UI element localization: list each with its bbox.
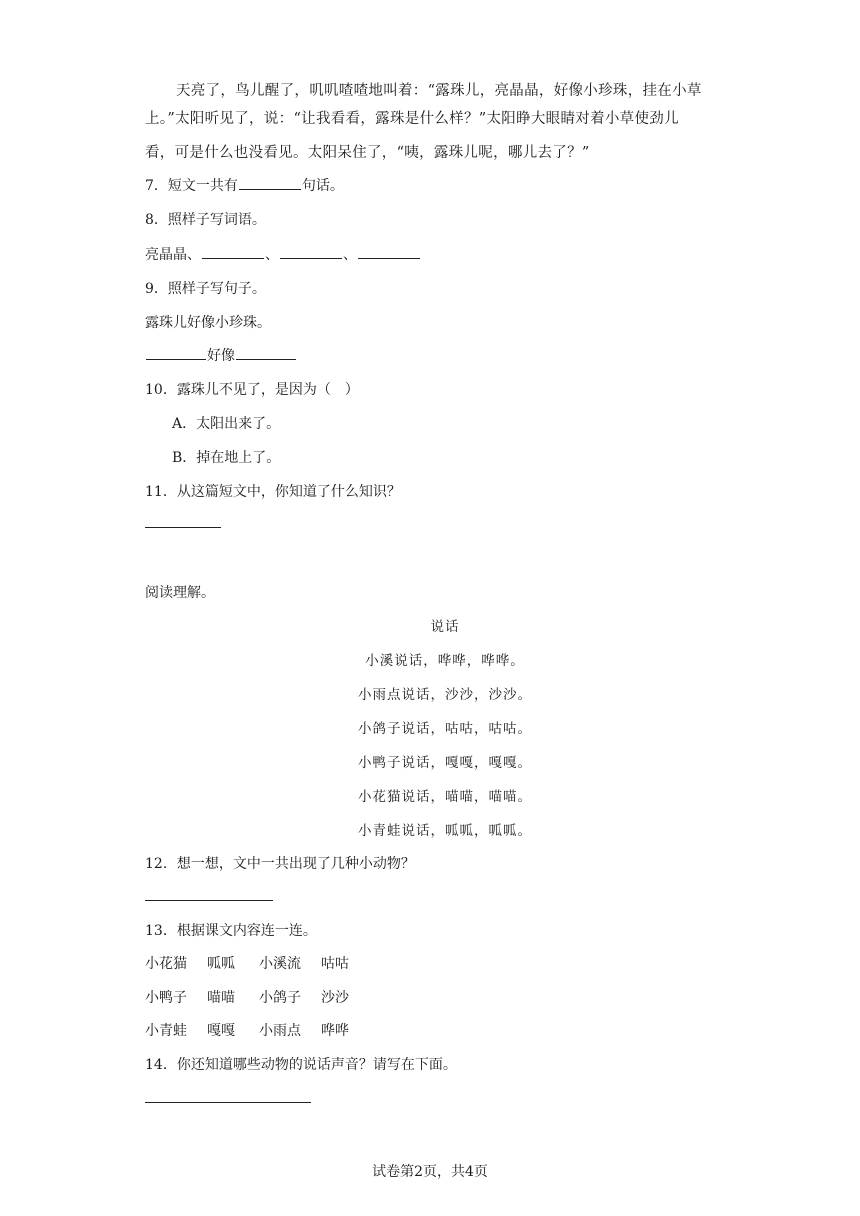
match-item[interactable]: 小青蛙: [145, 1023, 187, 1039]
question-10-prompt: 10．露珠儿不见了，是因为（ ）: [145, 382, 359, 398]
match-item[interactable]: 哗哗: [321, 1023, 349, 1039]
match-row: [145, 1020, 349, 1040]
example-word: 亮晶晶、: [145, 247, 201, 263]
answer-line[interactable]: [145, 900, 273, 901]
answer-blank[interactable]: [202, 244, 264, 259]
question-7-text: 7．短文一共有: [145, 178, 238, 194]
match-item[interactable]: 喵喵: [207, 990, 235, 1006]
match-item[interactable]: 小鸭子: [145, 990, 187, 1006]
match-item[interactable]: 小鸽子: [259, 990, 301, 1006]
passage-line-2: 上。”太阳听见了，说：“让我看看，露珠是什么样？”太阳睁大眼睛对着小草使劲儿: [145, 111, 679, 127]
match-item[interactable]: 沙沙: [321, 990, 349, 1006]
question-9-prompt: 9．照样子写句子。: [145, 281, 266, 297]
separator: 、: [343, 247, 357, 263]
question-8-prompt: 8．照样子写词语。: [145, 212, 266, 228]
question-13-prompt: 13．根据课文内容连一连。: [145, 923, 317, 939]
poem-line: 小溪说话，哗哗，哗哗。: [365, 653, 525, 669]
poem-title: 说话: [430, 619, 460, 635]
answer-blank[interactable]: [280, 244, 342, 259]
passage-line-3: 看，可是什么也没看见。太阳呆住了，“咦，露珠儿呢，哪儿去了？”: [145, 145, 590, 161]
poem-line: 小雨点说话，沙沙，沙沙。: [358, 687, 532, 703]
question-12-prompt: 12．想一想，文中一共出现了几种小动物？: [145, 856, 415, 872]
answer-blank[interactable]: [239, 175, 301, 190]
separator: 、: [265, 247, 279, 263]
page-footer: 试卷第2页，共4页: [372, 1164, 488, 1180]
match-row: [145, 953, 349, 973]
sentence-connector: 好像: [207, 348, 235, 364]
match-item[interactable]: 咕咕: [321, 956, 349, 972]
question-11-prompt: 11．从这篇短文中，你知道了什么知识？: [145, 484, 401, 500]
answer-line[interactable]: [145, 527, 221, 528]
question-9-example: 露珠儿好像小珍珠。: [145, 315, 271, 331]
match-item[interactable]: 呱呱: [207, 956, 235, 972]
question-7-suffix: 句话。: [301, 178, 344, 194]
answer-line[interactable]: [145, 1102, 311, 1103]
match-item[interactable]: 小溪流: [259, 956, 301, 972]
poem-line: 小青蛙说话，呱呱，呱呱。: [358, 823, 532, 839]
question-9-answer: [145, 345, 297, 365]
poem-line: 小鸭子说话，嘎嘎，嘎嘎。: [358, 755, 532, 771]
option-b[interactable]: B．掉在地上了。: [172, 450, 281, 466]
match-item[interactable]: 小花猫: [145, 956, 187, 972]
question-7: [145, 175, 344, 195]
question-8-answer: [145, 244, 421, 264]
answer-blank[interactable]: [146, 345, 206, 360]
passage-line-1: 天亮了，鸟儿醒了，叽叽喳喳地叫着：“露珠儿，亮晶晶，好像小珍珠，挂在小草: [176, 83, 702, 99]
poem-line: 小鸽子说话，咕咕，咕咕。: [358, 721, 532, 737]
answer-blank[interactable]: [358, 244, 420, 259]
match-item[interactable]: 嘎嘎: [207, 1023, 235, 1039]
question-14-prompt: 14．你还知道哪些动物的说话声音？请写在下面。: [145, 1057, 457, 1073]
section-heading: 阅读理解。: [145, 585, 215, 601]
answer-blank[interactable]: [236, 345, 296, 360]
match-item[interactable]: 小雨点: [259, 1023, 301, 1039]
option-a[interactable]: A．太阳出来了。: [172, 416, 281, 432]
poem-line: 小花猫说话，喵喵，喵喵。: [358, 789, 532, 805]
match-row: [145, 987, 349, 1007]
